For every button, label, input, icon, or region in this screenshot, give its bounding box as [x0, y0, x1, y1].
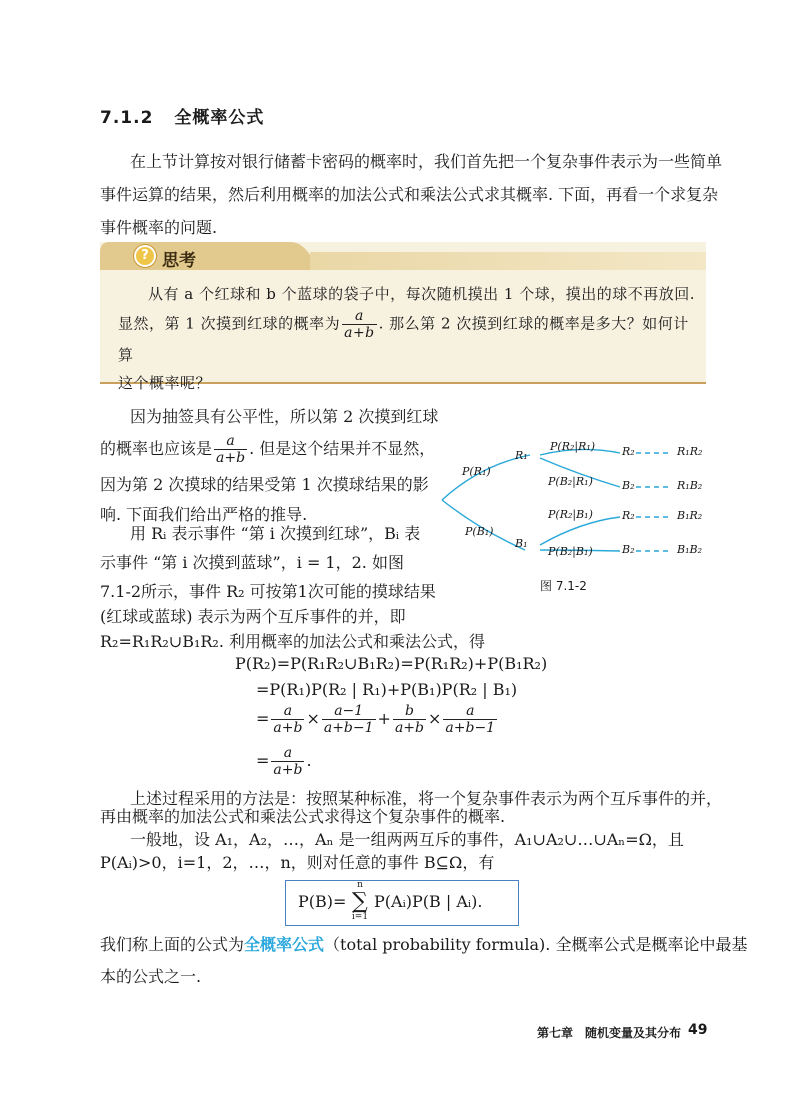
tree-node-r1: R₁	[515, 449, 528, 462]
question-icon: ?	[134, 245, 156, 267]
p2-line-2: 示事件 “第 i 次摸到蓝球”，i = 1，2. 如图	[100, 553, 404, 572]
total-probability-formula-box	[285, 880, 519, 926]
sum-bottom: i=1	[351, 912, 369, 922]
think-label: 思考	[162, 251, 196, 271]
tree-result-1: R₁R₂	[677, 445, 703, 458]
tree-leaf-node-4: B₂	[622, 543, 635, 556]
tree-edge-1: P(R₂|R₁)	[550, 440, 596, 453]
think-line-1: 从有 a 个红球和 b 个蓝球的袋子中，每次随机摸出 1 个球，摸出的球不再放回.	[148, 285, 695, 303]
tree-node-b1: B₁	[515, 537, 528, 550]
tree-edge-2: P(B₂|R₁)	[548, 475, 593, 488]
think-body	[118, 280, 698, 397]
equation-line-3: = $\frac{a}{a+b}$ × $\frac{a-1}{a+b-1}$ + $\frac{b}{a+b}$ × $\frac{a}{a+b-1}$	[256, 703, 496, 736]
equation-line-1: P(R₂)=P(R₁R₂∪B₁R₂)=P(R₁R₂)+P(B₁R₂)	[235, 654, 548, 673]
think-line-2	[118, 308, 698, 369]
section-heading	[100, 103, 264, 128]
tree-edge-4: P(B₂|B₁)	[548, 545, 593, 558]
p1-line-4: 响. 下面我们给出严格的推导.	[100, 505, 308, 524]
p2-line-4: (红球或蓝球) 表示为两个互斥事件的并，即	[100, 607, 406, 626]
tree-result-2: R₁B₂	[677, 479, 703, 492]
p1-line-1: 因为抽签具有公平性，所以第 2 次摸到红球	[130, 407, 439, 426]
fraction-a-over-a-plus-b: $\frac{a}{a+b}$	[344, 308, 375, 341]
formula-rhs: P(Aᵢ)P(B | Aᵢ).	[374, 892, 483, 911]
p2-line-3: 7.1-2所示，事件 R₂ 可按第1次可能的摸球结果	[100, 582, 436, 601]
sum-top: n	[357, 880, 363, 890]
think-line-2a: 显然，第 1 次摸到红球的概率为	[118, 314, 341, 333]
sum-symbol: ∑	[352, 889, 368, 914]
equation-line-4: = $\frac{a}{a+b}$ .	[256, 745, 312, 778]
tree-leaf-node-3: R₂	[622, 509, 635, 522]
conclusion-before: 我们称上面的公式为	[100, 935, 245, 954]
think-line-3: 这个概率呢？	[118, 374, 212, 392]
section-number: 7.1.2	[100, 108, 154, 128]
tree-edge-3: P(R₂|B₁)	[548, 508, 593, 521]
figure-caption: 图 7.1-2	[540, 579, 587, 593]
formula-lhs: P(B)=	[298, 892, 347, 911]
method-line-3: 一般地，设 A₁，A₂，…，Aₙ 是一组两两互斥的事件，A₁∪A₂∪…∪Aₙ=Ω，且	[130, 830, 684, 849]
footer-title: 随机变量及其分布	[585, 1026, 682, 1040]
think-line-2b: . 那么第 2 次摸到红球的概率是多大？如何计算	[118, 314, 689, 364]
conclusion-after: （total probability formula). 全概率公式是概率论中最基	[324, 935, 748, 954]
equation-line-2: =P(R₁)P(R₂ | R₁)+P(B₁)P(R₂ | B₁)	[256, 680, 518, 699]
section-title: 全概率公式	[174, 108, 265, 128]
intro-line-2: 事件运算的结果，然后利用概率的加法公式和乘法公式求其概率. 下面，再看一个求复杂	[100, 185, 719, 204]
highlight-term: 全概率公式	[244, 935, 325, 954]
tree-p-b1: P(B₁)	[465, 525, 494, 538]
footer-chapter: 第七章	[537, 1026, 574, 1040]
method-line-2: 再由概率的加法公式和乘法公式求得这个复杂事件的概率.	[100, 807, 506, 826]
tree-leaf-node-1: R₂	[622, 445, 635, 458]
tree-result-4: B₁B₂	[677, 543, 702, 556]
intro-line-1: 在上节计算按对银行储蓄卡密码的概率时，我们首先把一个复杂事件表示为一些简单	[130, 152, 723, 171]
branch-b1-r2	[540, 517, 620, 545]
conclusion-line-2: 本的公式之一.	[100, 967, 202, 986]
fraction-a-over-a-plus-b-2: $\frac{a}{a+b}$	[216, 433, 246, 466]
intro-line-3: 事件概率的问题.	[100, 218, 218, 237]
page-number: 49	[688, 1022, 708, 1038]
tree-result-3: B₁R₂	[677, 509, 703, 522]
think-box	[100, 242, 706, 392]
method-line-1: 上述过程采用的方法是：按照某种标准，将一个复杂事件表示为两个互斥事件的并，	[130, 789, 723, 808]
p2-line-5: R₂=R₁R₂∪B₁R₂. 利用概率的加法公式和乘法公式，得	[100, 632, 486, 651]
p1-line-2b: . 但是这个结果并不显然，	[249, 439, 436, 458]
p1-line-3: 因为第 2 次摸球的结果受第 1 次摸球结果的影	[100, 475, 429, 494]
p1-line-2a: 的概率也应该是	[100, 439, 213, 458]
p2-line-1: 用 Rᵢ 表示事件 “第 i 次摸到红球”，Bᵢ 表	[130, 524, 421, 543]
tree-leaf-node-2: B₂	[622, 479, 635, 492]
p1-line-2	[100, 432, 435, 466]
tree-p-r1: P(R₁)	[462, 465, 491, 478]
method-line-4: P(Aᵢ)>0，i=1，2，…，n，则对任意的事件 B⊆Ω，有	[100, 853, 495, 872]
conclusion-line-1	[100, 928, 747, 961]
